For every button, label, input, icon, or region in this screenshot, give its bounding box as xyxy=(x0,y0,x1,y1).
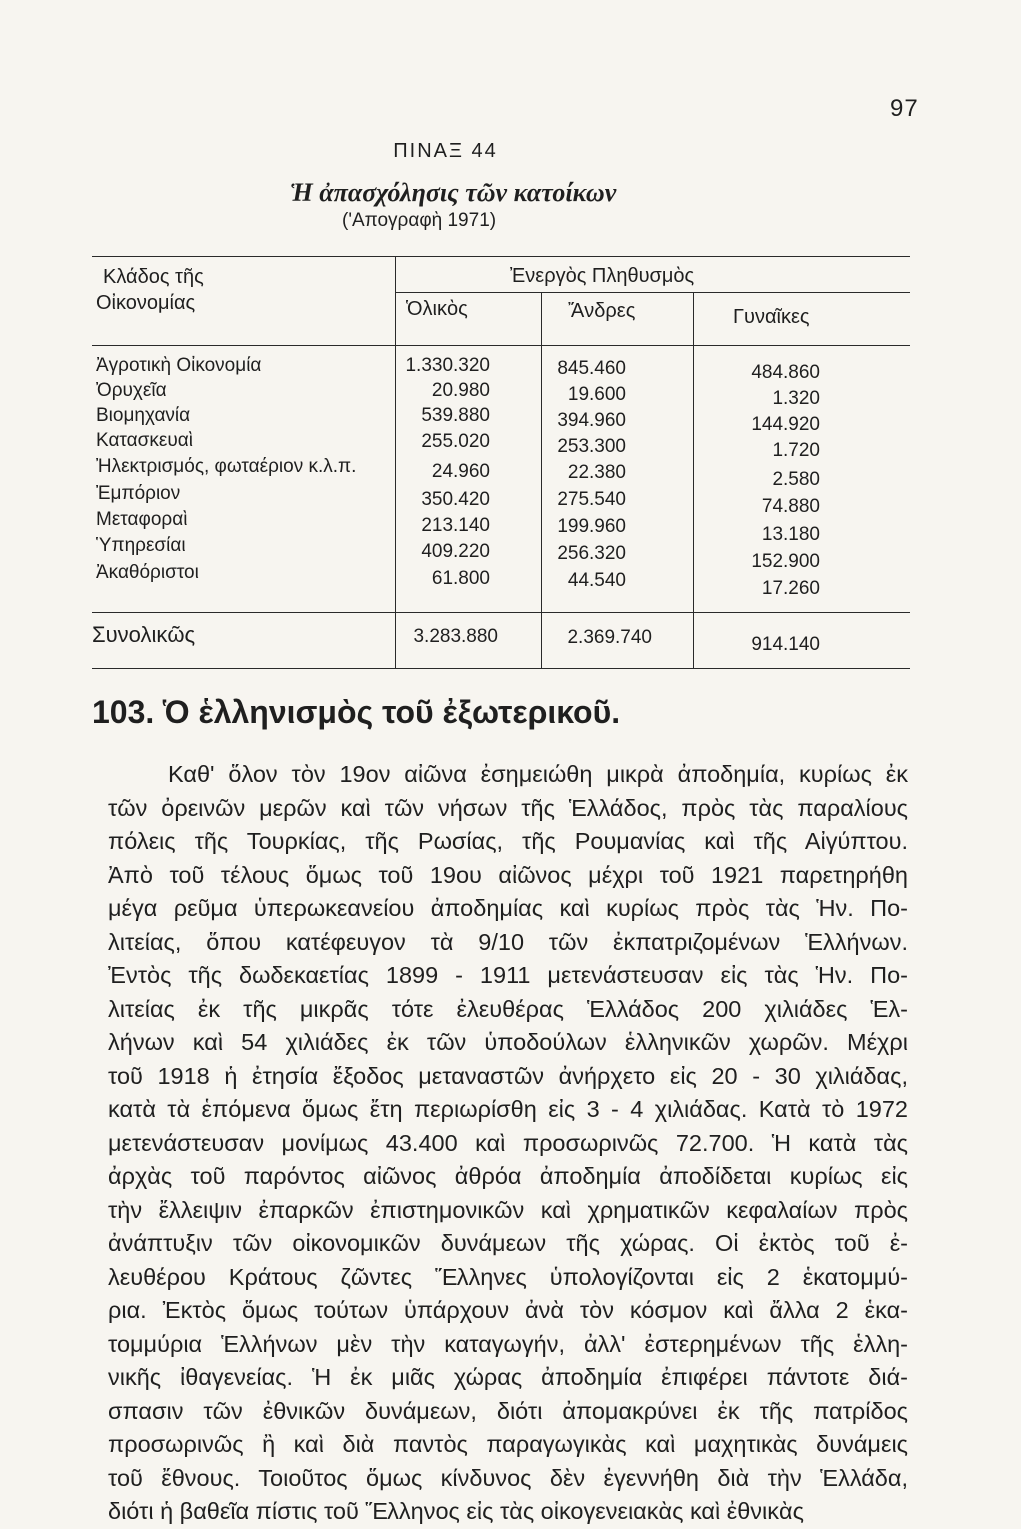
row-women: 17.260 xyxy=(761,578,820,599)
row-total: 255.020 xyxy=(421,431,490,452)
row-women: 1.720 xyxy=(772,440,820,461)
table-rule-col3 xyxy=(693,292,694,668)
text-line: μέγα ρεῦμα ὑπερωκεανείου ἀποδημίας καὶ κυρίως πρὸς τὰς Ἡν. Πο- xyxy=(108,895,908,921)
header-women: Γυναῖκες xyxy=(733,306,810,328)
totals-total: 3.283.880 xyxy=(413,626,498,647)
table-rule-top xyxy=(92,256,910,257)
text-line: προσωρινῶς ἢ καὶ διὰ παντὸς παραγωγικὰς καὶ μαχητικὰς δυνάμεις xyxy=(108,1431,908,1457)
row-men: 394.960 xyxy=(557,410,626,431)
text-line: τοῦ 1918 ἡ ἐτησία ἔξοδος μεταναστῶν ἀνήρχετο εἰς 20 - 30 χιλιάδας, xyxy=(108,1062,908,1089)
row-women: 2.580 xyxy=(772,469,820,490)
table-rule-header-bottom xyxy=(92,345,910,346)
text-line: τομμύρια Ἑλλήνων μὲν τὴν καταγωγήν, ἀλλ' ἐστερημένων τῆς ἑλλη- xyxy=(108,1330,908,1357)
text-line: ἀνάπτυξιν τῶν οἰκονομικῶν δυνάμεων τῆς χώρας. Οἱ ἐκτὸς τοῦ ἐ- xyxy=(108,1230,908,1256)
text-line: νικῆς ἰθαγενείας. Ἡ ἐκ μιᾶς χώρας ἀποδημία ἐπιφέρει πάντοτε διά- xyxy=(108,1364,908,1390)
header-branch-line1: Κλάδος τῆς xyxy=(103,266,204,288)
totals-women: 914.140 xyxy=(751,634,820,655)
text-line: Καθ' ὅλον τὸν 19ον αἰῶνα ἐσημειώθη μικρὰ ἀποδημία, κυρίως ἐκ xyxy=(168,761,908,787)
totals-men: 2.369.740 xyxy=(567,627,652,648)
text-line: λιτείας, ὅπου κατέφευγον τὰ 9/10 τῶν ἐκπατριζομένων Ἑλλήνων. xyxy=(108,928,908,955)
header-branch-line2: Οἰκονομίας xyxy=(96,292,196,314)
totals-label: Συνολικῶς xyxy=(92,622,196,647)
text-line: κατὰ τὰ ἑπόμενα ὅμως ἔτη περιωρίσθη εἰς 3 - 4 χιλιάδας. Κατὰ τὸ 1972 xyxy=(108,1096,908,1122)
row-men: 845.460 xyxy=(557,358,626,379)
body-text xyxy=(108,758,908,1529)
table-subtitle: ('Απογραφὴ 1971) xyxy=(342,210,497,231)
page-number: 97 xyxy=(890,95,919,122)
row-women: 1.320 xyxy=(772,388,820,409)
row-branch: Ἀγροτικὴ Οἰκονομία xyxy=(96,355,262,376)
text-line: λήνων καὶ 54 χιλιάδες ἐκ τῶν ὑποδούλων ἑλληνικῶν χωρῶν. Μέχρι xyxy=(108,1029,908,1055)
text-line: λευθέρου Κράτους ζῶντες Ἕλληνες ὑπολογίζονται εἰς 2 ἑκατομμύ- xyxy=(108,1263,908,1290)
row-women: 484.860 xyxy=(751,362,820,383)
text-line: πόλεις τῆς Τουρκίας, τῆς Ρωσίας, τῆς Ρουμανίας καὶ τῆς Αἰγύπτου. xyxy=(108,828,908,854)
row-branch: Ὀρυχεῖα xyxy=(96,380,167,401)
row-men: 44.540 xyxy=(567,570,626,591)
row-branch: Βιομηχανία xyxy=(96,405,191,426)
row-total: 409.220 xyxy=(421,541,490,562)
row-men: 199.960 xyxy=(557,516,626,537)
row-branch: Ἀκαθόριστοι xyxy=(96,562,199,583)
row-branch: Κατασκευαὶ xyxy=(96,430,193,451)
table-title: Ἡ ἀπασχόλησις τῶν κατοίκων xyxy=(290,178,617,207)
text-line: τοῦ ἔθνους. Τοιοῦτος ὅμως κίνδυνος δὲν ἐγεννήθη διὰ τὴν Ἑλλάδα, xyxy=(108,1464,908,1491)
row-men: 275.540 xyxy=(557,489,626,510)
row-total: 213.140 xyxy=(421,515,490,536)
row-branch: Ὑπηρεσίαι xyxy=(96,535,186,556)
text-line: τῶν ὀρεινῶν μερῶν καὶ τῶν νήσων τῆς Ἑλλάδος, πρὸς τὰς παραλίους xyxy=(108,794,908,821)
section-heading: 103. Ὁ ἑλληνισμὸς τοῦ ἐξωτερικοῦ. xyxy=(92,694,621,730)
row-branch: Ἠλεκτρισμός, φωταέριον κ.λ.π. xyxy=(96,456,357,477)
table-label xyxy=(0,140,1021,163)
text-line: τὴν ἔλλειψιν ἐπαρκῶν ἐπιστημονικῶν καὶ χρηματικῶν κεφαλαίων πρὸς xyxy=(108,1196,908,1223)
row-branch: Ἐμπόριον xyxy=(96,483,181,504)
text-line: Ἐντὸς τῆς δωδεκαετίας 1899 - 1911 μετενάστευσαν εἰς τὰς Ἡν. Πο- xyxy=(108,962,908,988)
text-line: διότι ἡ βαθεῖα πίστις τοῦ Ἕλληνος εἰς τὰς οἰκογενειακὰς καὶ ἐθνικὰς xyxy=(108,1498,804,1524)
row-branch: Μεταφοραὶ xyxy=(96,509,188,530)
text-line: ρια. Ἐκτὸς ὅμως τούτων ὑπάρχουν ἀνὰ τὸν κόσμον καὶ ἄλλα 2 ἑκα- xyxy=(108,1297,908,1323)
header-active-population: Ἐνεργὸς Πληθυσμὸς xyxy=(510,265,695,287)
row-women: 74.880 xyxy=(761,496,820,517)
row-men: 256.320 xyxy=(557,543,626,564)
row-total: 1.330.320 xyxy=(405,355,490,376)
text-line: μετενάστευσαν μονίμως 43.400 καὶ προσωρινῶς 72.700. Ἡ κατὰ τὰς xyxy=(108,1129,908,1156)
header-men: Ἄνδρες xyxy=(568,300,636,322)
text-line: σπασιν τῶν ἐθνικῶν δυνάμεων, διότι ἀπομακρύνει ἐκ τῆς πατρίδος xyxy=(108,1397,908,1424)
table-label-text: ΠΙΝΑΞ 44 xyxy=(393,140,498,162)
row-total: 539.880 xyxy=(421,405,490,426)
table-rule-bottom xyxy=(92,668,910,669)
text-line: Ἀπὸ τοῦ τέλους ὅμως τοῦ 19ου αἰῶνος μέχρι τοῦ 1921 παρετηρήθη xyxy=(108,861,908,888)
table-rule-subheader xyxy=(395,292,910,293)
row-women: 152.900 xyxy=(751,551,820,572)
row-men: 19.600 xyxy=(567,384,626,405)
text-line: λιτείας ἐκ τῆς μικρᾶς τότε ἐλευθέρας Ἑλλάδος 200 χιλιάδες Ἑλ- xyxy=(108,995,908,1022)
row-total: 20.980 xyxy=(431,380,490,401)
row-total: 61.800 xyxy=(431,568,490,589)
row-total: 350.420 xyxy=(421,489,490,510)
row-women: 13.180 xyxy=(761,524,820,545)
table-rule-totals-top xyxy=(92,612,910,613)
row-men: 253.300 xyxy=(557,436,626,457)
header-total: Ὁλικὸς xyxy=(406,298,468,320)
row-women: 144.920 xyxy=(751,414,820,435)
row-men: 22.380 xyxy=(567,462,626,483)
text-line: ἀρχὰς τοῦ παρόντος αἰῶνος ἀθρόα ἀποδημία ἀποδίδεται κυρίως εἰς xyxy=(108,1163,908,1189)
row-total: 24.960 xyxy=(431,461,490,482)
